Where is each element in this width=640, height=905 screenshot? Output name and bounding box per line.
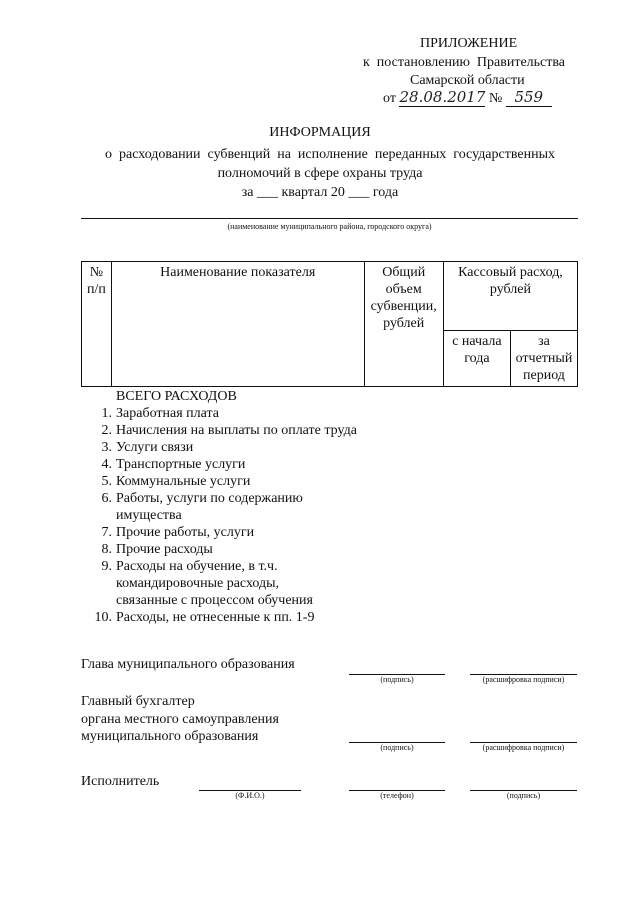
col-period-header: за отчетный период xyxy=(510,331,577,387)
executor-label: Исполнитель xyxy=(81,774,160,789)
appendix-line-region: Самарской области xyxy=(410,73,525,88)
executor-signature-caption: (подпись) xyxy=(506,791,541,800)
accountant-label-line3: муниципального образования xyxy=(81,729,259,744)
municipality-caption: (наименование муниципального района, городского округа) xyxy=(227,222,432,231)
number-label: № xyxy=(488,91,503,106)
accountant-label-line2: органа местного самоуправления xyxy=(81,712,279,727)
list-item: 1. Заработная плата xyxy=(101,406,219,421)
appendix-date-row xyxy=(383,88,552,107)
municipality-line xyxy=(81,218,578,219)
list-item: 8. Прочие расходы xyxy=(101,542,213,557)
title-line-3: за ___ квартал 20 ___ года xyxy=(241,185,399,200)
col-name-header: Наименование показателя xyxy=(111,262,364,387)
handwritten-number: 559 xyxy=(506,88,552,107)
head-decode-caption: (расшифровка подписи) xyxy=(482,675,565,684)
list-item: 3. Услуги связи xyxy=(101,440,194,455)
expenses-table xyxy=(81,261,578,387)
list-item: 4. Транспортные услуги xyxy=(101,457,246,472)
col-total-header: Общий объем субвенции, рублей xyxy=(364,262,443,387)
head-signature-caption: (подпись) xyxy=(380,675,414,684)
col-number-header: № п/п xyxy=(82,262,112,387)
head-signatory-label: Глава муниципального образования xyxy=(81,657,295,672)
list-item: 10. Расходы, не отнесенные к пп. 1-9 xyxy=(94,610,315,625)
handwritten-date: 28.08.2017 xyxy=(399,88,486,106)
from-label: от xyxy=(383,91,396,106)
list-item: 7. Прочие работы, услуги xyxy=(101,525,255,540)
accountant-signature-caption: (подпись) xyxy=(380,743,414,752)
total-row xyxy=(84,388,384,405)
col-cash-header: Кассовый расход, рублей xyxy=(443,262,577,331)
list-item: 5. Коммунальные услуги xyxy=(101,474,251,489)
executor-phone-caption: (телефон) xyxy=(380,791,414,800)
list-item: 9. Расходы на обучение, в т.ч. командировочные расходы, связанные с процессом обучения xyxy=(101,559,313,608)
list-item: 6. Работы, услуги по содержанию имущества xyxy=(101,491,303,523)
expense-items xyxy=(84,388,384,626)
list-item: 2. Начисления на выплаты по оплате труда xyxy=(101,423,357,438)
document-title: ИНФОРМАЦИЯ xyxy=(269,125,371,140)
appendix-line-resolution: к постановлению Правительства xyxy=(363,55,566,70)
accountant-label-line1: Главный бухгалтер xyxy=(81,694,195,709)
total-label: ВСЕГО РАСХОДОВ xyxy=(116,389,237,404)
executor-fio-caption: (Ф.И.О.) xyxy=(235,791,265,800)
appendix-heading: ПРИЛОЖЕНИЕ xyxy=(420,36,518,51)
title-line-2: полномочий в сфере охраны труда xyxy=(217,166,423,181)
accountant-decode-caption: (расшифровка подписи) xyxy=(482,743,565,752)
col-from-start-header: с начала года xyxy=(443,331,510,387)
title-line-1: о расходовании субвенций на исполнение переданных государственных xyxy=(105,147,555,162)
